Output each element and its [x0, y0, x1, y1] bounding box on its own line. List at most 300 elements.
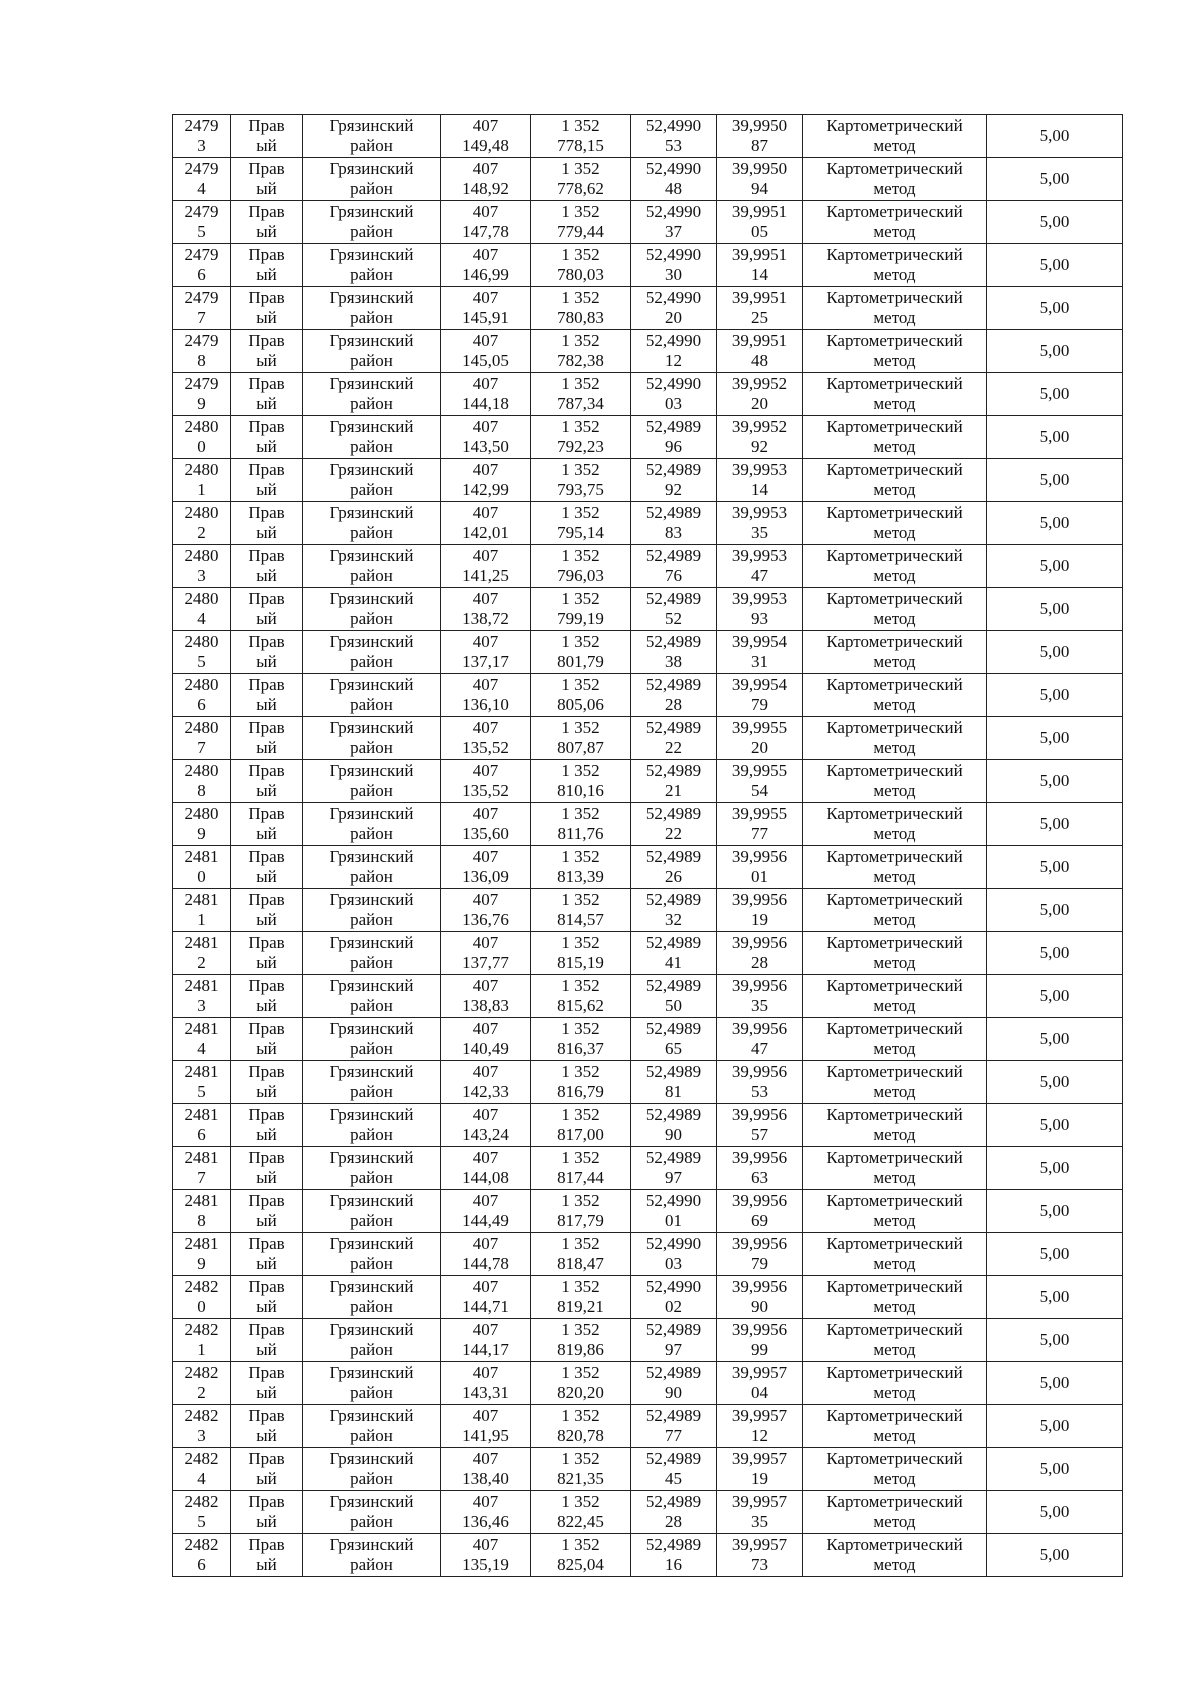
y-coordinate-cell: [531, 287, 631, 330]
district-cell: [303, 975, 441, 1018]
point-number-cell: [173, 631, 231, 674]
point-number-cell-line: 2480: [184, 632, 219, 651]
longitude-cell-line: 99: [751, 1340, 768, 1359]
latitude-cell-line: 52,4990: [645, 1191, 702, 1210]
longitude-cell-line: 39,9952: [731, 417, 788, 436]
x-coordinate-cell-line: 136,46: [462, 1512, 509, 1531]
table-row: [173, 760, 1123, 803]
method-cell-line: метод: [873, 523, 916, 542]
y-coordinate-cell-line: 817,00: [557, 1125, 604, 1144]
x-coordinate-cell-line: 138,40: [462, 1469, 509, 1488]
accuracy-cell: 5,00: [987, 1061, 1123, 1104]
district-cell: [303, 502, 441, 545]
accuracy-cell: 5,00: [987, 1147, 1123, 1190]
y-coordinate-cell-line: 819,86: [557, 1340, 604, 1359]
latitude-cell: [631, 717, 717, 760]
method-cell-line: Картометрический: [826, 245, 963, 264]
x-coordinate-cell: [441, 760, 531, 803]
y-coordinate-cell-line: 1 352: [561, 804, 600, 823]
longitude-cell-line: 93: [751, 609, 768, 628]
side-cell-line: Прав: [248, 546, 285, 565]
point-number-cell: [173, 674, 231, 717]
y-coordinate-cell: [531, 244, 631, 287]
side-cell: [231, 1319, 303, 1362]
method-cell: [803, 1018, 987, 1061]
table-row: [173, 932, 1123, 975]
latitude-cell-line: 03: [665, 394, 682, 413]
x-coordinate-cell-line: 144,49: [462, 1211, 509, 1230]
latitude-cell-line: 52,4989: [645, 675, 702, 694]
district-cell-line: район: [350, 738, 393, 757]
longitude-cell: [717, 1233, 803, 1276]
district-cell-line: район: [350, 394, 393, 413]
latitude-cell-line: 52,4989: [645, 933, 702, 952]
side-cell-line: Прав: [248, 331, 285, 350]
side-cell-line: ый: [256, 480, 277, 499]
x-coordinate-cell: [441, 1190, 531, 1233]
longitude-cell: [717, 1276, 803, 1319]
district-cell-line: Грязинский: [329, 417, 414, 436]
district-cell-line: район: [350, 1469, 393, 1488]
point-number-cell-line: 2481: [184, 1105, 219, 1124]
x-coordinate-cell-line: 135,52: [462, 738, 509, 757]
point-number-cell-line: 2: [197, 953, 206, 972]
longitude-cell-line: 12: [751, 1426, 768, 1445]
x-coordinate-cell-line: 407: [472, 417, 499, 436]
longitude-cell-line: 39,9955: [731, 718, 788, 737]
district-cell-line: Грязинский: [329, 288, 414, 307]
x-coordinate-cell-line: 407: [472, 288, 499, 307]
latitude-cell: [631, 760, 717, 803]
longitude-cell-line: 69: [751, 1211, 768, 1230]
point-number-cell-line: 2481: [184, 847, 219, 866]
latitude-cell-line: 52,4989: [645, 890, 702, 909]
method-cell: [803, 846, 987, 889]
x-coordinate-cell-line: 135,19: [462, 1555, 509, 1574]
x-coordinate-cell-line: 407: [472, 675, 499, 694]
longitude-cell-line: 79: [751, 1254, 768, 1273]
side-cell-line: ый: [256, 222, 277, 241]
x-coordinate-cell-line: 407: [472, 933, 499, 952]
longitude-cell-line: 39,9954: [731, 675, 788, 694]
y-coordinate-cell-line: 817,79: [557, 1211, 604, 1230]
y-coordinate-cell-line: 801,79: [557, 652, 604, 671]
district-cell: [303, 244, 441, 287]
district-cell: [303, 631, 441, 674]
x-coordinate-cell: [441, 330, 531, 373]
x-coordinate-cell: [441, 1491, 531, 1534]
point-number-cell-line: 2479: [184, 288, 219, 307]
y-coordinate-cell-line: 813,39: [557, 867, 604, 886]
point-number-cell-line: 0: [197, 867, 206, 886]
method-cell: [803, 287, 987, 330]
side-cell-line: Прав: [248, 503, 285, 522]
method-cell-line: Картометрический: [826, 1406, 963, 1425]
side-cell-line: Прав: [248, 1492, 285, 1511]
latitude-cell-line: 52,4989: [645, 460, 702, 479]
longitude-cell: [717, 932, 803, 975]
latitude-cell: [631, 889, 717, 932]
y-coordinate-cell: [531, 1276, 631, 1319]
method-cell-line: Картометрический: [826, 1320, 963, 1339]
point-number-cell: [173, 588, 231, 631]
side-cell: [231, 631, 303, 674]
district-cell-line: район: [350, 953, 393, 972]
side-cell: [231, 416, 303, 459]
side-cell-line: Прав: [248, 1320, 285, 1339]
side-cell: [231, 1448, 303, 1491]
x-coordinate-cell-line: 144,18: [462, 394, 509, 413]
point-number-cell-line: 5: [197, 1512, 206, 1531]
side-cell-line: ый: [256, 1211, 277, 1230]
accuracy-cell: 5,00: [987, 1319, 1123, 1362]
y-coordinate-cell: [531, 1018, 631, 1061]
y-coordinate-cell-line: 1 352: [561, 1191, 600, 1210]
district-cell-line: Грязинский: [329, 1019, 414, 1038]
point-number-cell-line: 2481: [184, 1191, 219, 1210]
y-coordinate-cell-line: 795,14: [557, 523, 604, 542]
x-coordinate-cell-line: 407: [472, 1320, 499, 1339]
latitude-cell-line: 52,4989: [645, 718, 702, 737]
point-number-cell-line: 3: [197, 566, 206, 585]
side-cell-line: ый: [256, 867, 277, 886]
method-cell-line: метод: [873, 1125, 916, 1144]
y-coordinate-cell: [531, 932, 631, 975]
y-coordinate-cell-line: 820,78: [557, 1426, 604, 1445]
x-coordinate-cell-line: 407: [472, 460, 499, 479]
side-cell-line: ый: [256, 781, 277, 800]
point-number-cell-line: 2480: [184, 718, 219, 737]
x-coordinate-cell: [441, 975, 531, 1018]
side-cell-line: Прав: [248, 1234, 285, 1253]
latitude-cell-line: 02: [665, 1297, 682, 1316]
side-cell-line: Прав: [248, 589, 285, 608]
district-cell: [303, 201, 441, 244]
latitude-cell-line: 22: [665, 824, 682, 843]
point-number-cell: [173, 115, 231, 158]
table-row: [173, 1104, 1123, 1147]
district-cell: [303, 1534, 441, 1577]
longitude-cell: [717, 846, 803, 889]
longitude-cell-line: 31: [751, 652, 768, 671]
district-cell-line: Грязинский: [329, 374, 414, 393]
side-cell-line: Прав: [248, 116, 285, 135]
x-coordinate-cell-line: 140,49: [462, 1039, 509, 1058]
point-number-cell-line: 2480: [184, 460, 219, 479]
longitude-cell: [717, 674, 803, 717]
method-cell-line: метод: [873, 824, 916, 843]
method-cell-line: Картометрический: [826, 589, 963, 608]
district-cell-line: Грязинский: [329, 632, 414, 651]
side-cell-line: Прав: [248, 718, 285, 737]
side-cell-line: ый: [256, 1125, 277, 1144]
longitude-cell-line: 39,9956: [731, 1320, 788, 1339]
y-coordinate-cell-line: 822,45: [557, 1512, 604, 1531]
longitude-cell-line: 39,9956: [731, 1105, 788, 1124]
side-cell-line: ый: [256, 1426, 277, 1445]
method-cell: [803, 1147, 987, 1190]
point-number-cell: [173, 244, 231, 287]
longitude-cell-line: 39,9956: [731, 1234, 788, 1253]
latitude-cell: [631, 1276, 717, 1319]
longitude-cell-line: 35: [751, 1512, 768, 1531]
point-number-cell: [173, 416, 231, 459]
point-number-cell: [173, 158, 231, 201]
latitude-cell-line: 52,4990: [645, 116, 702, 135]
latitude-cell-line: 52: [665, 609, 682, 628]
accuracy-cell: 5,00: [987, 975, 1123, 1018]
district-cell-line: район: [350, 179, 393, 198]
side-cell-line: ый: [256, 1082, 277, 1101]
latitude-cell-line: 96: [665, 437, 682, 456]
district-cell: [303, 932, 441, 975]
point-number-cell: [173, 287, 231, 330]
method-cell-line: Картометрический: [826, 202, 963, 221]
y-coordinate-cell: [531, 416, 631, 459]
method-cell-line: метод: [873, 222, 916, 241]
latitude-cell: [631, 588, 717, 631]
x-coordinate-cell-line: 407: [472, 159, 499, 178]
latitude-cell-line: 83: [665, 523, 682, 542]
point-number-cell: [173, 1104, 231, 1147]
point-number-cell-line: 2480: [184, 503, 219, 522]
latitude-cell: [631, 1491, 717, 1534]
method-cell-line: метод: [873, 910, 916, 929]
district-cell-line: район: [350, 695, 393, 714]
x-coordinate-cell: [441, 1147, 531, 1190]
longitude-cell-line: 57: [751, 1125, 768, 1144]
district-cell-line: Грязинский: [329, 976, 414, 995]
point-number-cell-line: 8: [197, 1211, 206, 1230]
x-coordinate-cell: [441, 115, 531, 158]
longitude-cell: [717, 1061, 803, 1104]
point-number-cell-line: 2482: [184, 1449, 219, 1468]
x-coordinate-cell-line: 407: [472, 202, 499, 221]
longitude-cell-line: 48: [751, 351, 768, 370]
district-cell-line: район: [350, 1082, 393, 1101]
y-coordinate-cell-line: 815,62: [557, 996, 604, 1015]
y-coordinate-cell-line: 780,83: [557, 308, 604, 327]
district-cell-line: район: [350, 609, 393, 628]
latitude-cell-line: 52,4989: [645, 1449, 702, 1468]
district-cell: [303, 1147, 441, 1190]
side-cell: [231, 1190, 303, 1233]
method-cell-line: Картометрический: [826, 1019, 963, 1038]
longitude-cell: [717, 244, 803, 287]
side-cell-line: Прав: [248, 675, 285, 694]
side-cell: [231, 459, 303, 502]
longitude-cell-line: 79: [751, 695, 768, 714]
point-number-cell-line: 2482: [184, 1320, 219, 1339]
point-number-cell: [173, 1319, 231, 1362]
district-cell: [303, 1319, 441, 1362]
x-coordinate-cell-line: 407: [472, 761, 499, 780]
x-coordinate-cell: [441, 287, 531, 330]
y-coordinate-cell-line: 816,79: [557, 1082, 604, 1101]
y-coordinate-cell-line: 807,87: [557, 738, 604, 757]
point-number-cell: [173, 373, 231, 416]
side-cell-line: Прав: [248, 1148, 285, 1167]
table-row: [173, 201, 1123, 244]
x-coordinate-cell-line: 144,17: [462, 1340, 509, 1359]
accuracy-cell: 5,00: [987, 502, 1123, 545]
longitude-cell: [717, 459, 803, 502]
accuracy-cell: 5,00: [987, 416, 1123, 459]
latitude-cell-line: 50: [665, 996, 682, 1015]
district-cell-line: район: [350, 781, 393, 800]
y-coordinate-cell-line: 1 352: [561, 116, 600, 135]
y-coordinate-cell-line: 810,16: [557, 781, 604, 800]
latitude-cell-line: 45: [665, 1469, 682, 1488]
x-coordinate-cell: [441, 459, 531, 502]
side-cell-line: Прав: [248, 1277, 285, 1296]
table-row: [173, 158, 1123, 201]
district-cell-line: Грязинский: [329, 1277, 414, 1296]
point-number-cell: [173, 846, 231, 889]
method-cell-line: метод: [873, 308, 916, 327]
latitude-cell-line: 92: [665, 480, 682, 499]
point-number-cell-line: 2481: [184, 1148, 219, 1167]
district-cell-line: Грязинский: [329, 718, 414, 737]
method-cell-line: метод: [873, 394, 916, 413]
district-cell: [303, 1061, 441, 1104]
point-number-cell-line: 4: [197, 179, 206, 198]
y-coordinate-cell-line: 1 352: [561, 1019, 600, 1038]
longitude-cell-line: 20: [751, 394, 768, 413]
y-coordinate-cell-line: 821,35: [557, 1469, 604, 1488]
x-coordinate-cell-line: 407: [472, 116, 499, 135]
side-cell-line: ый: [256, 609, 277, 628]
side-cell: [231, 545, 303, 588]
point-number-cell-line: 2481: [184, 1234, 219, 1253]
latitude-cell: [631, 1061, 717, 1104]
method-cell-line: Картометрический: [826, 288, 963, 307]
latitude-cell-line: 37: [665, 222, 682, 241]
longitude-cell: [717, 760, 803, 803]
y-coordinate-cell-line: 819,21: [557, 1297, 604, 1316]
latitude-cell: [631, 1448, 717, 1491]
latitude-cell-line: 90: [665, 1383, 682, 1402]
latitude-cell-line: 16: [665, 1555, 682, 1574]
point-number-cell-line: 5: [197, 652, 206, 671]
longitude-cell-line: 39,9953: [731, 589, 788, 608]
y-coordinate-cell: [531, 545, 631, 588]
district-cell-line: район: [350, 265, 393, 284]
side-cell-line: Прав: [248, 1406, 285, 1425]
latitude-cell-line: 76: [665, 566, 682, 585]
point-number-cell: [173, 545, 231, 588]
x-coordinate-cell: [441, 244, 531, 287]
method-cell: [803, 1276, 987, 1319]
side-cell-line: Прав: [248, 761, 285, 780]
side-cell-line: ый: [256, 1254, 277, 1273]
point-number-cell: [173, 1448, 231, 1491]
x-coordinate-cell: [441, 1018, 531, 1061]
longitude-cell-line: 28: [751, 953, 768, 972]
accuracy-cell: 5,00: [987, 1448, 1123, 1491]
method-cell: [803, 416, 987, 459]
method-cell-line: Картометрический: [826, 417, 963, 436]
y-coordinate-cell: [531, 1534, 631, 1577]
latitude-cell: [631, 1534, 717, 1577]
longitude-cell-line: 39,9956: [731, 890, 788, 909]
x-coordinate-cell: [441, 373, 531, 416]
point-number-cell: [173, 717, 231, 760]
longitude-cell-line: 01: [751, 867, 768, 886]
accuracy-cell: 5,00: [987, 803, 1123, 846]
point-number-cell-line: 1: [197, 910, 206, 929]
longitude-cell: [717, 803, 803, 846]
latitude-cell-line: 52,4989: [645, 1148, 702, 1167]
y-coordinate-cell-line: 816,37: [557, 1039, 604, 1058]
method-cell: [803, 674, 987, 717]
district-cell: [303, 1276, 441, 1319]
longitude-cell-line: 35: [751, 523, 768, 542]
y-coordinate-cell: [531, 1362, 631, 1405]
method-cell-line: Картометрический: [826, 1277, 963, 1296]
longitude-cell-line: 39,9951: [731, 331, 788, 350]
accuracy-cell: 5,00: [987, 115, 1123, 158]
y-coordinate-cell-line: 796,03: [557, 566, 604, 585]
district-cell: [303, 760, 441, 803]
side-cell-line: Прав: [248, 1535, 285, 1554]
method-cell-line: Картометрический: [826, 1148, 963, 1167]
side-cell-line: Прав: [248, 1105, 285, 1124]
district-cell-line: Грязинский: [329, 761, 414, 780]
x-coordinate-cell: [441, 1448, 531, 1491]
y-coordinate-cell-line: 1 352: [561, 976, 600, 995]
x-coordinate-cell: [441, 502, 531, 545]
longitude-cell: [717, 588, 803, 631]
district-cell-line: Грязинский: [329, 1363, 414, 1382]
y-coordinate-cell-line: 1 352: [561, 1148, 600, 1167]
method-cell-line: Картометрический: [826, 1492, 963, 1511]
latitude-cell-line: 21: [665, 781, 682, 800]
district-cell-line: Грязинский: [329, 1320, 414, 1339]
point-number-cell-line: 2480: [184, 417, 219, 436]
accuracy-cell: 5,00: [987, 1018, 1123, 1061]
accuracy-cell: 5,00: [987, 588, 1123, 631]
point-number-cell-line: 6: [197, 265, 206, 284]
x-coordinate-cell-line: 135,52: [462, 781, 509, 800]
x-coordinate-cell-line: 137,17: [462, 652, 509, 671]
latitude-cell-line: 22: [665, 738, 682, 757]
method-cell: [803, 588, 987, 631]
method-cell: [803, 201, 987, 244]
y-coordinate-cell: [531, 201, 631, 244]
y-coordinate-cell: [531, 1190, 631, 1233]
point-number-cell-line: 9: [197, 1254, 206, 1273]
y-coordinate-cell-line: 793,75: [557, 480, 604, 499]
y-coordinate-cell-line: 1 352: [561, 890, 600, 909]
longitude-cell: [717, 502, 803, 545]
y-coordinate-cell-line: 778,62: [557, 179, 604, 198]
y-coordinate-cell-line: 1 352: [561, 1234, 600, 1253]
method-cell-line: Картометрический: [826, 460, 963, 479]
longitude-cell: [717, 545, 803, 588]
latitude-cell: [631, 502, 717, 545]
district-cell-line: район: [350, 1555, 393, 1574]
method-cell-line: Картометрический: [826, 503, 963, 522]
side-cell-line: ый: [256, 738, 277, 757]
x-coordinate-cell: [441, 1319, 531, 1362]
y-coordinate-cell: [531, 760, 631, 803]
x-coordinate-cell-line: 407: [472, 1062, 499, 1081]
side-cell-line: ый: [256, 1383, 277, 1402]
x-coordinate-cell: [441, 1104, 531, 1147]
longitude-cell-line: 14: [751, 265, 768, 284]
longitude-cell-line: 53: [751, 1082, 768, 1101]
